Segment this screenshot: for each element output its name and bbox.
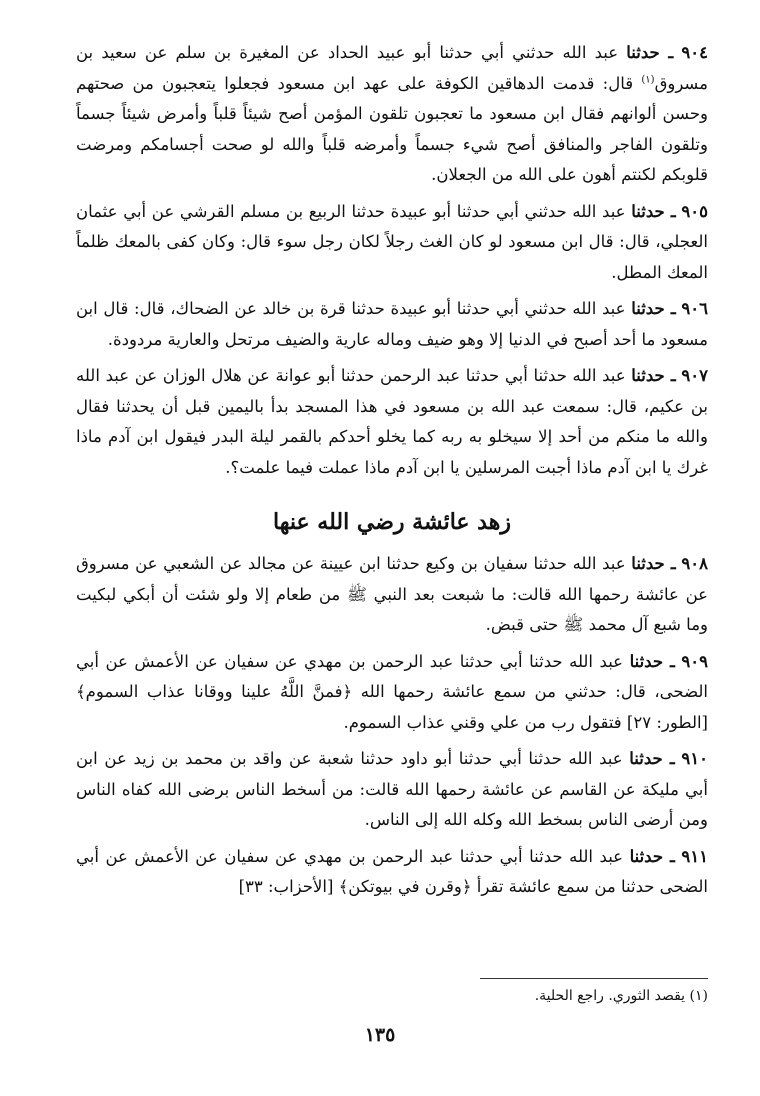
hadith-text: عبد الله حدثني أبي حدثنا أبو عبيدة حدثنا قرة بن خالد عن الضحاك، قال: قال ابن مسعود ما أحد أصبح في الدنيا إلا وهو ضيف وماله عارية والضيف مرتحل والعارية مردودة.	[76, 299, 708, 349]
footnote-ref[interactable]: (١)	[641, 74, 655, 85]
hadith-909: ٩٠٩ ـ حدثنا عبد الله حدثنا أبي حدثنا عبد الرحمن بن مهدي عن سفيان عن الأعمش عن أبي الضحى، قال: حدثني من سمع عائشة رحمها الله ﴿فمنَّ اللَّهُ علينا ووقانا عذاب السموم﴾ [الطور: ٢٧] فتقول رب من علي وقني عذاب السموم.	[76, 651, 709, 732]
hadith-number: ٩٠٧	[681, 366, 708, 385]
hadith-number: ٩٠٥	[681, 201, 708, 221]
hadith-lead: حدثنا	[626, 43, 660, 62]
hadith-text: عبد الله حدثنا أبي حدثنا عبد الرحمن بن مهدي عن سفيان عن الأعمش عن أبي الضحى، قال: حدثني من سمع عائشة رحمها الله ﴿فمنَّ اللَّهُ علينا ووقانا عذاب السموم﴾ [الطور: ٢٧] فتقول رب من علي وقني عذاب السموم.	[76, 651, 708, 732]
footnote-divider	[480, 978, 708, 979]
hadith-number: ٩١٠	[681, 749, 708, 768]
hadith-text: عبد الله حدثنا أبي حدثنا عبد الرحمن بن مهدي عن سفيان عن الأعمش عن أبي الضحى حدثنا من سمع عائشة تقرأ ﴿وقرن في بيوتكن﴾ [الأحزاب: ٣٣]	[76, 846, 708, 896]
hadith-908: ٩٠٨ ـ حدثنا عبد الله حدثنا سفيان بن وكيع حدثنا ابن عيينة عن مجالد عن الشعبي عن مسروق عن عائشة رحمها الله قالت: ما شبعت بعد النبي ﷺ من طعام إلا ولو شئت أن أبكي لبكيت وما شبع آل محمد ﷺ حتى قبض.	[76, 554, 708, 634]
hadith-lead: حدثنا	[631, 299, 665, 318]
hadith-lead: حدثنا	[629, 749, 663, 768]
hadith-text: عبد الله حدثنا أبي حدثنا أبو داود حدثنا شعبة عن واقد بن محمد بن زيد عن ابن أبي مليكة عن القاسم عن عائشة رحمها الله قالت: من أسخط الناس برضى الله كفاه الناس ومن أرضى الناس بسخط الله وكله الله إلى الناس.	[76, 749, 708, 829]
hadith-number: ٩٠٤	[681, 43, 709, 62]
hadith-text-cont: قال: قدمت الدهاقين الكوفة على عهد ابن مسعود فجعلوا يتعجبون من صحتهم وحسن ألوانهم فقال ابن مسعود ما تعجبون تلقون المؤمن أصح شيئاً قلباً وأمرض شيئاً جسماً وتلقون الفاجر والمنافق أصح شيء جسماً وأمرضه قلباً والله لو صحت أجسامكم ومرضت قلوبكم لكنتم أهون على الله من الجعلان.	[76, 73, 708, 184]
hadith-lead: حدثنا	[631, 554, 665, 573]
hadith-number: ٩٠٦	[681, 299, 708, 318]
page-body	[76, 38, 708, 909]
section-title: زهد عائشة رضي الله عنها	[273, 509, 511, 535]
hadith-911: ٩١١ ـ حدثنا عبد الله حدثنا أبي حدثنا عبد الرحمن بن مهدي عن سفيان عن الأعمش عن أبي الضحى حدثنا من سمع عائشة تقرأ ﴿وقرن في بيوتكن﴾ [الأحزاب: ٣٣]	[76, 846, 709, 896]
hadith-904: ٩٠٤ ـ حدثنا عبد الله حدثني أبي حدثنا أبو عبيد الحداد عن المغيرة بن سلم عن سعيد بن مسروق$^{(١)}$ قال: قدمت الدهاقين الكوفة على عهد ابن مسعود فجعلوا يتعجبون من صحتهم وحسن ألوانهم فقال ابن مسعود ما تعجبون تلقون المؤمن أصح شيئاً قلباً وأمرض شيئاً جسماً وتلقون الفاجر والمنافق أصح شيء جسماً وأمرضه قلباً والله لو صحت أجسامكم ومرضت قلوبكم لكنتم أهون على الله من الجعلان.	[76, 43, 709, 184]
hadith-number: ٩١١	[681, 846, 709, 866]
hadith-910: ٩١٠ ـ حدثنا عبد الله حدثنا أبي حدثنا أبو داود حدثنا شعبة عن واقد بن محمد بن زيد عن ابن أبي مليكة عن القاسم عن عائشة رحمها الله قالت: من أسخط الناس برضى الله كفاه الناس ومن أرضى الناس بسخط الله وكله الله إلى الناس.	[76, 749, 708, 829]
hadith-905: ٩٠٥ ـ حدثنا عبد الله حدثني أبي حدثنا أبو عبيدة حدثنا الربيع بن مسلم القرشي عن أبي عثمان العجلي، قال: قال ابن مسعود لو كان الغث رجلاً لكان رجل سوء قال: وكان كفى بالمعك ظلماً المعك المطل.	[76, 201, 708, 282]
page-number: ١٣٥	[364, 1024, 396, 1046]
hadith-number: ٩٠٨	[681, 554, 708, 573]
hadith-text: عبد الله حدثني أبي حدثنا أبو عبيد الحداد عن المغيرة بن سلم عن سعيد بن مسروق	[76, 43, 708, 93]
hadith-lead: حدثنا	[631, 201, 665, 221]
hadith-lead: حدثنا	[629, 651, 664, 671]
hadith-907: ٩٠٧ ـ حدثنا عبد الله حدثنا أبي حدثنا عبد الرحمن حدثنا أبو عوانة عن هلال الوزان عن عبد الله بن عكيم، قال: سمعت عبد الله بن مسعود في هذا المسجد بدأ باليمين قبل أن يحدثنا فقال والله ما منكم من أحد إلا سيخلو به ربه كما يخلو أحدكم بالقمر ليلة البدر فيقول ابن آدم ماذا غرك يا ابن آدم ماذا أجبت المرسلين يا ابن آدم ماذا عملت فيما علمت؟.	[76, 366, 708, 477]
hadith-text: عبد الله حدثني أبي حدثنا أبو عبيدة حدثنا الربيع بن مسلم القرشي عن أبي عثمان العجلي، قال: قال ابن مسعود لو كان الغث رجلاً لكان رجل سوء قال: وكان كفى بالمعك ظلماً المعك المطل.	[76, 201, 708, 282]
hadith-number: ٩٠٩	[681, 651, 709, 671]
footnote: (١) يقصد الثوري. راجع الحلية.	[534, 988, 708, 1004]
hadith-text: عبد الله حدثنا سفيان بن وكيع حدثنا ابن عيينة عن مجالد عن الشعبي عن مسروق عن عائشة رحمها الله قالت: ما شبعت بعد النبي ﷺ من طعام إلا ولو شئت أن أبكي لبكيت وما شبع آل محمد ﷺ حتى قبض.	[76, 554, 708, 634]
hadith-lead: حدثنا	[631, 366, 665, 385]
hadith-906: ٩٠٦ ـ حدثنا عبد الله حدثني أبي حدثنا أبو عبيدة حدثنا قرة بن خالد عن الضحاك، قال: قال ابن مسعود ما أحد أصبح في الدنيا إلا وهو ضيف وماله عارية والضيف مرتحل والعارية مردودة.	[76, 299, 708, 349]
hadith-text: عبد الله حدثنا أبي حدثنا عبد الرحمن حدثنا أبو عوانة عن هلال الوزان عن عبد الله بن عكيم، قال: سمعت عبد الله بن مسعود في هذا المسجد بدأ باليمين قبل أن يحدثنا فقال والله ما منكم من أحد إلا سيخلو به ربه كما يخلو أحدكم بالقمر ليلة البدر فيقول ابن آدم ماذا غرك يا ابن آدم ماذا أجبت المرسلين يا ابن آدم ماذا عملت فيما علمت؟.	[76, 366, 708, 477]
hadith-lead: حدثنا	[629, 846, 664, 866]
